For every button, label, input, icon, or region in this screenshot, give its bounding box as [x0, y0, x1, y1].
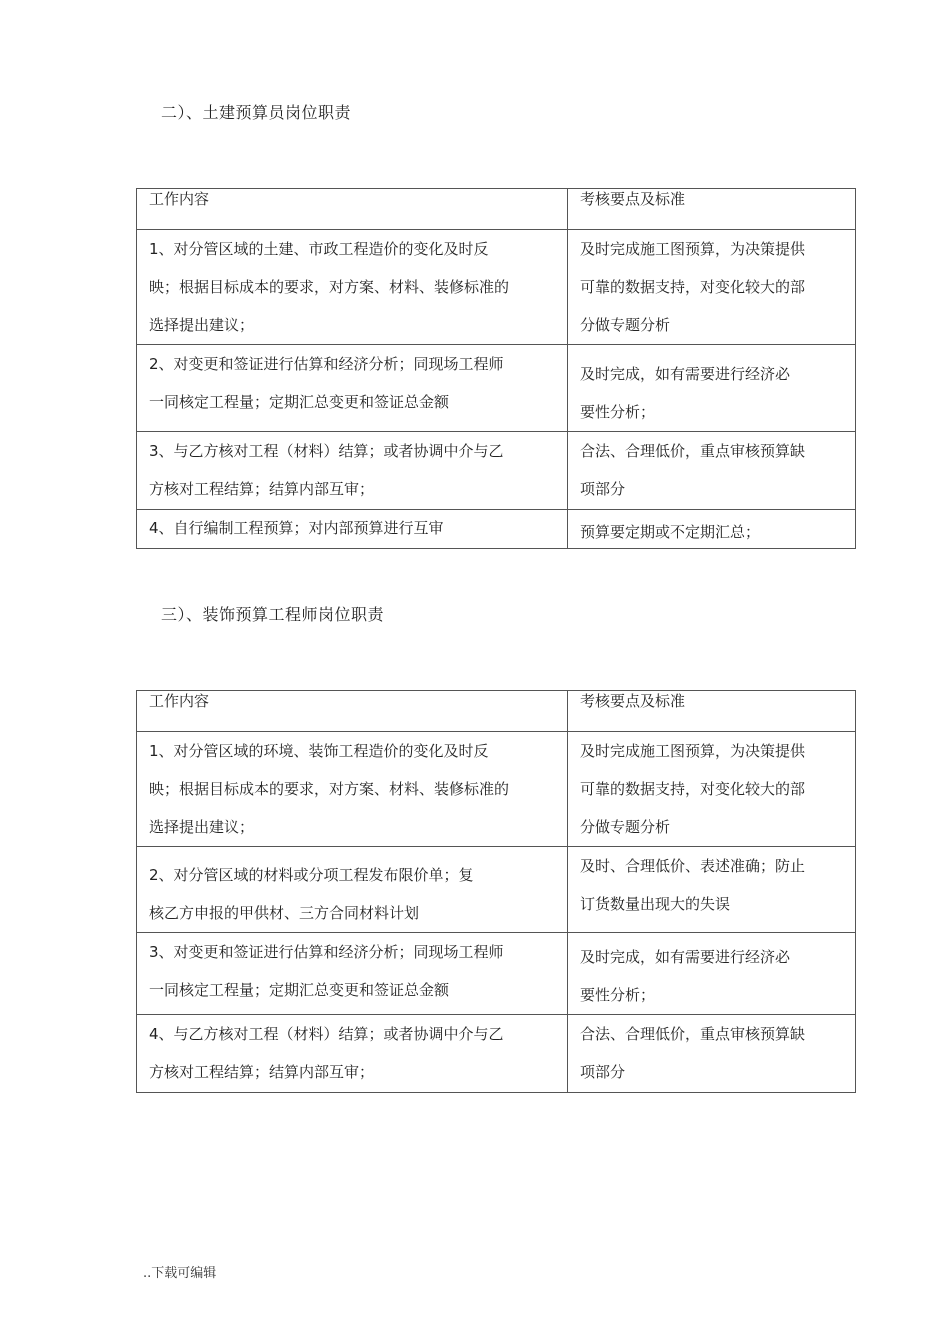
duty-content [137, 732, 568, 847]
column-header-standard: 考核要点及标准 [568, 691, 856, 732]
line: 一同核定工程量；定期汇总变更和签证总金额 [149, 393, 450, 411]
line: 4、与乙方核对工程（材料）结算；或者协调中介与乙 [149, 1025, 504, 1043]
line: 及时完成，如有需要进行经济必 [580, 365, 791, 383]
line: 及时、合理低价、表述准确；防止 [580, 857, 806, 875]
duty-content [137, 230, 568, 345]
line: 要性分析； [580, 986, 656, 1004]
line: 可靠的数据支持，对变化较大的部 [580, 278, 806, 296]
table-row [137, 510, 856, 549]
table-header-row [137, 691, 856, 732]
table-header-row [137, 189, 856, 230]
duty-content [137, 345, 568, 432]
line: 3、与乙方核对工程（材料）结算；或者协调中介与乙 [149, 442, 504, 460]
table-row [137, 345, 856, 432]
table-row [137, 1015, 856, 1093]
column-header-content: 工作内容 [137, 189, 568, 230]
line: 订货数量出现大的失误 [580, 895, 731, 913]
line: 合法、合理低价，重点审核预算缺 [580, 1025, 806, 1043]
table-row [137, 847, 856, 933]
line: 及时完成，如有需要进行经济必 [580, 948, 791, 966]
table-row [137, 933, 856, 1015]
duty-standard [568, 345, 856, 432]
line: 映；根据目标成本的要求，对方案、材料、装修标准的 [149, 278, 510, 296]
column-header-standard: 考核要点及标准 [568, 189, 856, 230]
line: 4、自行编制工程预算；对内部预算进行互审 [149, 519, 444, 537]
line: 映；根据目标成本的要求，对方案、材料、装修标准的 [149, 780, 510, 798]
line: 方核对工程结算；结算内部互审； [149, 480, 375, 498]
line: 选择提出建议； [149, 818, 255, 836]
line: 3、对变更和签证进行估算和经济分析；同现场工程师 [149, 943, 504, 961]
line: 及时完成施工图预算，为决策提供 [580, 240, 806, 258]
line: 核乙方申报的甲供材、三方合同材料计划 [149, 904, 420, 922]
line: 分做专题分析 [580, 818, 671, 836]
duty-standard [568, 510, 856, 549]
duty-content [137, 847, 568, 933]
table-row [137, 732, 856, 847]
civil-duties-table [136, 188, 856, 549]
line: 1、对分管区域的土建、市政工程造价的变化及时反 [149, 240, 489, 258]
duty-content [137, 432, 568, 510]
table-row [137, 230, 856, 345]
line: 项部分 [580, 1063, 626, 1081]
duty-content [137, 510, 568, 549]
duty-standard [568, 732, 856, 847]
duty-standard [568, 432, 856, 510]
line: 要性分析； [580, 403, 656, 421]
line: 2、对分管区域的材料或分项工程发布限价单；复 [149, 866, 474, 884]
duty-standard [568, 230, 856, 345]
line: 2、对变更和签证进行估算和经济分析；同现场工程师 [149, 355, 504, 373]
line: 一同核定工程量；定期汇总变更和签证总金额 [149, 981, 450, 999]
line: 选择提出建议； [149, 316, 255, 334]
line: 1、对分管区域的环境、装饰工程造价的变化及时反 [149, 742, 489, 760]
line: 可靠的数据支持，对变化较大的部 [580, 780, 806, 798]
line: 合法、合理低价，重点审核预算缺 [580, 442, 806, 460]
duty-standard [568, 1015, 856, 1093]
duty-standard [568, 847, 856, 933]
decoration-duties-table [136, 690, 856, 1093]
footer-note: ..下载可编辑 [143, 1266, 217, 1281]
line: 分做专题分析 [580, 316, 671, 334]
line: 及时完成施工图预算，为决策提供 [580, 742, 806, 760]
duty-standard [568, 933, 856, 1015]
section-heading-civil: 二）、土建预算员岗位职责 [161, 103, 352, 122]
line: 预算要定期或不定期汇总； [580, 523, 761, 541]
table-row [137, 432, 856, 510]
column-header-content: 工作内容 [137, 691, 568, 732]
section-heading-decoration: 三）、装饰预算工程师岗位职责 [161, 605, 385, 624]
line: 项部分 [580, 480, 626, 498]
duty-content [137, 933, 568, 1015]
duty-content [137, 1015, 568, 1093]
line: 方核对工程结算；结算内部互审； [149, 1063, 375, 1081]
